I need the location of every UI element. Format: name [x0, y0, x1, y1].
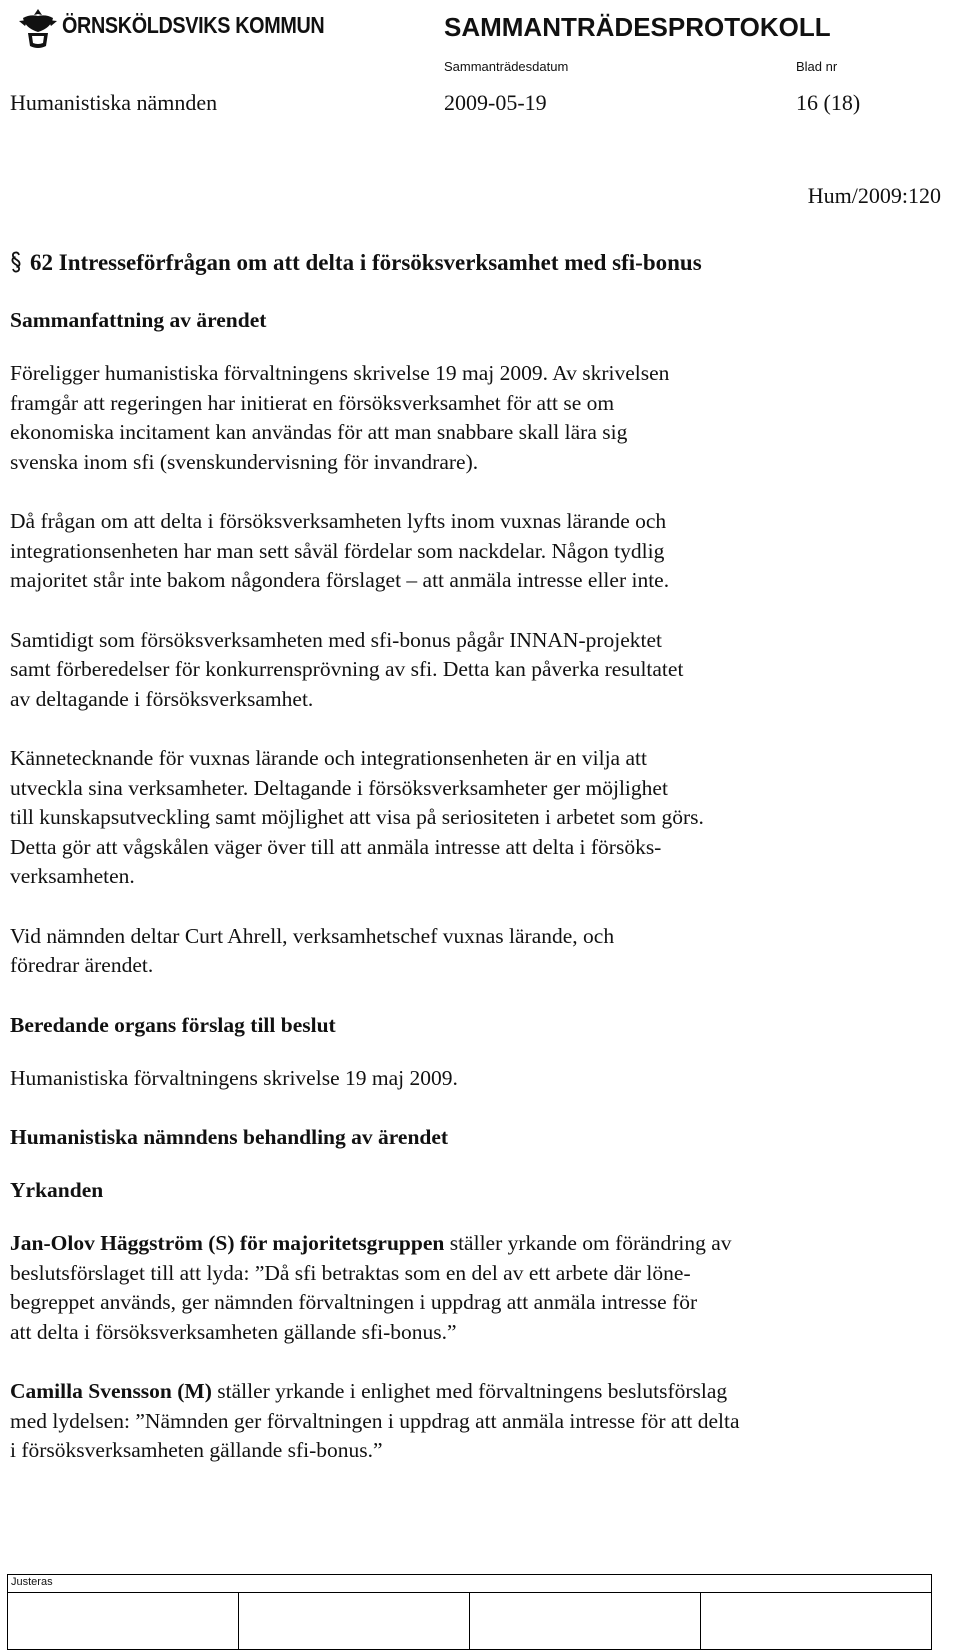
- page-number: 16 (18): [796, 90, 861, 115]
- motion-1-text: ställer yrkande om förändring av beslutsförslaget till att lyda: ”Då sfi betraktas som en del av ett arbete där löne- begreppet används, ger nämnden förvaltningen i uppdrag att anmäla intresse för att delta i försöksverksamheten gällande sfi-bonus.”: [10, 1231, 732, 1344]
- signature-label: Justeras: [11, 1576, 53, 1588]
- summary-heading: Sammanfattning av ärendet: [10, 308, 267, 332]
- signature-cell[interactable]: [239, 1592, 470, 1650]
- municipality-logo-icon: [16, 6, 60, 50]
- summary-paragraph-4: Kännetecknande för vuxnas lärande och integrationsenheten är en vilja att utveckla sina verksamheter. Deltagande i försöksverksamheter ger möjlighet till kunskapsutveckling samt möjlighet att visa på seriositeten i arbetet som görs. Detta gör att vågskålen väger över till att anmäla intresse att delta i försöks- verksamheten.: [10, 746, 704, 888]
- signature-cell[interactable]: [7, 1592, 239, 1650]
- proposal-text: Humanistiska förvaltningens skrivelse 19 maj 2009.: [10, 1065, 458, 1090]
- committee-name: Humanistiska nämnden: [10, 90, 218, 115]
- section-title: [10, 248, 910, 278]
- page-label: Blad nr: [796, 59, 838, 74]
- summary-paragraph-3: Samtidigt som försöksverksamheten med sfi-bonus pågår INNAN-projektet samt förberedelser för konkurrensprövning av sfi. Detta kan påverka resultatet av deltagande i försöksverksamhet.: [10, 627, 684, 711]
- motion-1-mover: Jan-Olov Häggström (S) för majoritetsgruppen: [10, 1231, 445, 1255]
- meeting-date: 2009-05-19: [444, 90, 547, 115]
- summary-paragraph-2: Då frågan om att delta i försöksverksamheten lyfts inom vuxnas lärande och integrationsenheten har man sett såväl fördelar som nackdelar. Någon tydlig majoritet står inte bakom någondera förslaget – att anmäla intresse eller inte.: [10, 509, 670, 592]
- signature-cell[interactable]: [470, 1592, 701, 1650]
- summary-paragraph-1: Föreligger humanistiska förvaltningens skrivelse 19 maj 2009. Av skrivelsen framgår att regeringen har initierat en försöksverksamhet för att se om ekonomiska incitament kan användas för att man snabbare skall lära sig svenska inom sfi (svenskundervisning för invandrare).: [10, 361, 670, 474]
- municipality-name: ÖRNSKÖLDSVIKS KOMMUN: [62, 12, 325, 38]
- motion-2-text: ställer yrkande i enlighet med förvaltningens beslutsförslag med lydelsen: ”Nämnden ger förvaltningen i uppdrag att anmäla intresse för att delta i försöksverksamheten gällande sfi-bonus.”: [10, 1379, 740, 1462]
- case-number: Hum/2009:120: [807, 183, 941, 208]
- motions-heading: Yrkanden: [10, 1178, 104, 1202]
- date-label: Sammanträdesdatum: [444, 59, 569, 74]
- document-body: [10, 248, 910, 1496]
- document-type: SAMMANTRÄDESPROTOKOLL: [444, 12, 831, 42]
- signature-box: [7, 1574, 932, 1650]
- motion-2-mover: Camilla Svensson (M): [10, 1379, 212, 1403]
- signature-cells: [7, 1592, 932, 1650]
- treatment-heading: Humanistiska nämndens behandling av ärendet: [10, 1125, 449, 1149]
- motion-2: [10, 1377, 910, 1466]
- signature-cell[interactable]: [701, 1592, 932, 1650]
- motion-1: [10, 1229, 910, 1347]
- proposal-heading: Beredande organs förslag till beslut: [10, 1012, 336, 1037]
- summary-paragraph-5: Vid nämnden deltar Curt Ahrell, verksamhetschef vuxnas lärande, och föredrar ärendet.: [10, 923, 615, 977]
- section-sign-icon: [10, 251, 22, 273]
- section-title-text: 62 Intresseförfrågan om att delta i försöksverksamhet med sfi-bonus: [30, 250, 702, 275]
